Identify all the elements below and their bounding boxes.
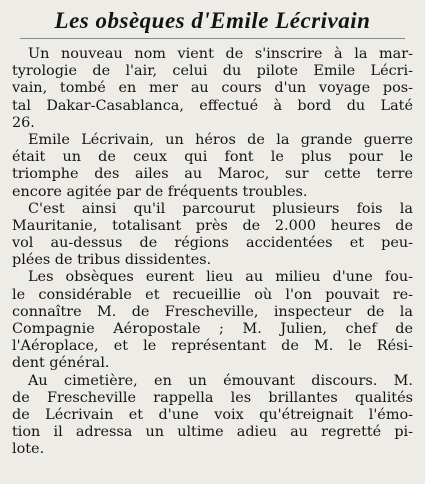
text-line: encore agitée par de fréquents troubles. (12, 183, 308, 200)
text-line: vol au-dessus de régions accidentées et peu- (12, 235, 413, 252)
paragraph-3 (12, 201, 413, 270)
text-line: Emile Lécrivain, un héros de la grande guerre (28, 131, 413, 148)
paragraph-4 (12, 269, 413, 372)
paragraph-1 (12, 46, 413, 132)
text-line: Au cimetière, en un émouvant discours. M. (28, 372, 413, 389)
text-line: de Frescheville rappella les brillantes qualités (12, 389, 413, 406)
title-rule (20, 38, 405, 39)
paragraph-5 (12, 373, 413, 459)
text-line: triomphe des ailes au Maroc, sur cette terre (12, 166, 413, 183)
article-body (12, 46, 413, 459)
text-line: dent général. (12, 355, 110, 372)
text-line: était un de ceux qui font le plus pour le (12, 149, 413, 166)
text-line: tyrologie de l'air, celui du pilote Emile Lécri- (12, 63, 413, 80)
text-line: vain, tombé en mer au cours d'un voyage pos- (12, 80, 413, 97)
text-line: le considérable et recueillie où l'on pouvait re- (12, 286, 413, 303)
text-line: Mauritanie, totalisant près de 2.000 heures de (12, 217, 413, 234)
text-line: Les obsèques eurent lieu au milieu d'une fou- (28, 269, 413, 286)
text-line: Compagnie Aéropostale ; M. Julien, chef de (12, 321, 413, 337)
text-line: de Lécrivain et d'une voix qu'étreignait l'émo- (12, 406, 413, 423)
text-line: connaître M. de Frescheville, inspecteur de la (12, 303, 413, 320)
text-line: C'est ainsi qu'il parcourut plusieurs fois la (28, 200, 413, 217)
text-line: lote. (12, 441, 45, 458)
text-line: Un nouveau nom vient de s'inscrire à la mar- (28, 46, 413, 62)
text-line: 26. (12, 114, 35, 131)
text-line: tal Dakar-Casablanca, effectué à bord du Laté (12, 97, 413, 114)
text-line: plées de tribus dissidentes. (12, 252, 212, 269)
text-line: l'Aéroplace, et le représentant de M. le Rési- (12, 338, 413, 355)
text-line: tion il adressa un ultime adieu au regretté pi- (12, 424, 413, 441)
article-title: Les obsèques d'Emile Lécrivain (54, 8, 371, 33)
paragraph-2 (12, 132, 413, 201)
